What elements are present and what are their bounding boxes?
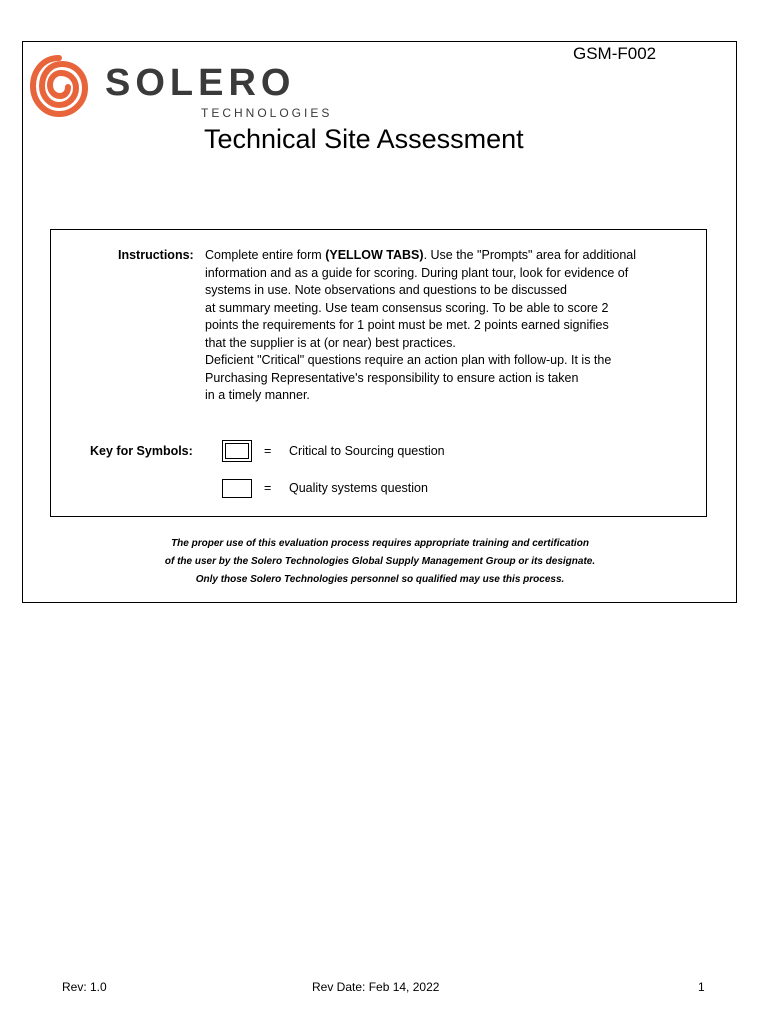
instructions-line: points the requirements for 1 point must be met. 2 points earned signifies [205, 318, 609, 332]
equals-sign: = [264, 481, 272, 495]
footer-revision: Rev: 1.0 [62, 980, 107, 994]
equals-sign: = [264, 444, 272, 458]
disclaimer-line: The proper use of this evaluation process requires appropriate training and certification [171, 538, 589, 549]
instructions-line: in a timely manner. [205, 388, 310, 402]
instructions-label: Instructions: [118, 248, 194, 262]
disclaimer [40, 535, 720, 589]
quality-symbol-icon [222, 479, 252, 498]
instructions-line-start: Complete entire form [205, 248, 326, 262]
instructions-line: Deficient "Critical" questions require an action plan with follow-up. It is the [205, 353, 612, 367]
instructions-line: Purchasing Representative's responsibility to ensure action is taken [205, 370, 579, 385]
critical-symbol-icon [222, 440, 252, 462]
critical-description: Critical to Sourcing question [289, 444, 445, 458]
document-code: GSM-F002 [573, 44, 657, 63]
page-title: Technical Site Assessment [204, 124, 524, 154]
brand-name: SOLERO [105, 62, 296, 104]
disclaimer-line: of the user by the Solero Technologies Global Supply Management Group or its designate. [164, 556, 596, 567]
instructions-line [205, 247, 695, 265]
quality-description: Quality systems question [289, 481, 428, 495]
footer-page-number: 1 [698, 980, 705, 994]
footer-rev-date: Rev Date: Feb 14, 2022 [312, 980, 440, 994]
key-symbols-label: Key for Symbols: [90, 444, 193, 458]
instructions-text [205, 247, 695, 405]
disclaimer-line: Only those Solero Technologies personnel so qualified may use this process. [195, 574, 565, 585]
instructions-line: at summary meeting. Use team consensus scoring. To be able to score 2 [205, 300, 609, 315]
instructions-line-tail: . Use the "Prompts" area for additional [423, 248, 637, 262]
instructions-bold-phrase: (YELLOW TABS) [325, 248, 424, 262]
instructions-line: that the supplier is at (or near) best practices. [205, 335, 456, 350]
instructions-line: systems in use. Note observations and questions to be discussed [205, 283, 568, 297]
brand-subtitle: TECHNOLOGIES [201, 106, 333, 120]
instructions-line: information and as a guide for scoring. During plant tour, look for evidence of [205, 265, 629, 280]
solero-logo-icon [28, 50, 90, 120]
